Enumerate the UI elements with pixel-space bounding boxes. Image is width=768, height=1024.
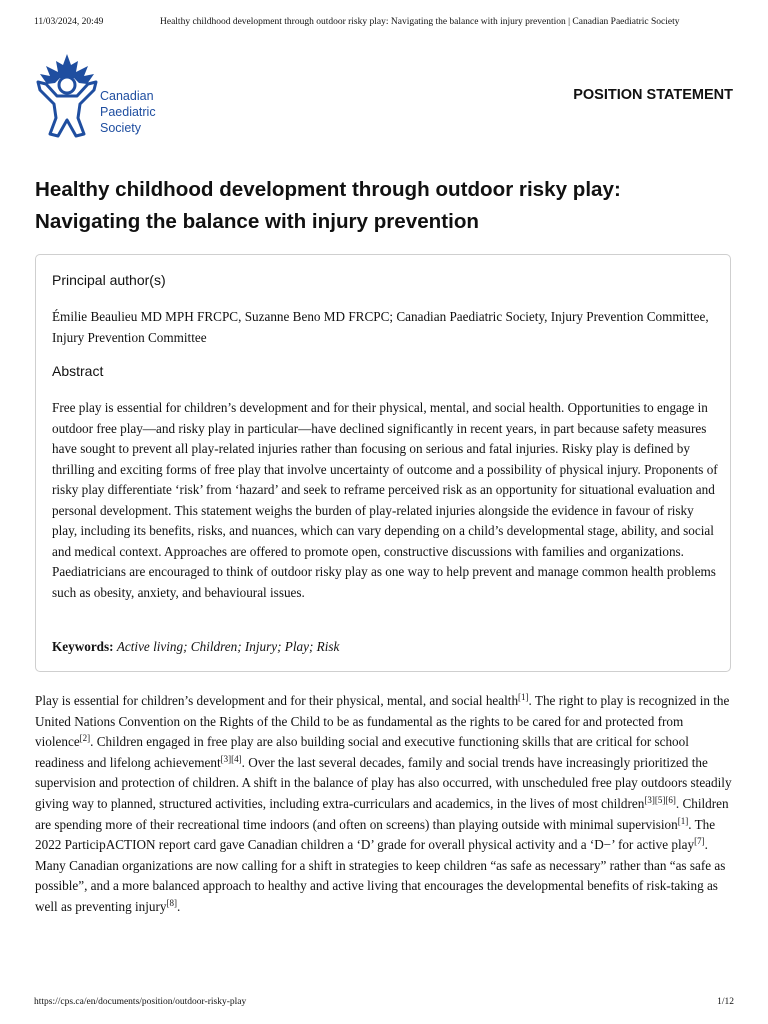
footer-url: https://cps.ca/en/documents/position/outdoor-risky-play — [34, 997, 247, 1007]
body-text-7: . Many Canadian organizations are now calling for a shift in strategies to keep children “as safe as necessary” rather than “as safe as possible”, and a more balanced approach to healthy and active living that encourages the developmental benefits of risk-taking as well as preventing injury — [35, 837, 726, 914]
page-number: 1/12 — [717, 997, 734, 1007]
body-text-3: . Children engaged in free play are also building social and executive functioning skills that are critical for school readiness and lifelong achievement — [35, 734, 689, 770]
statement-type-label: POSITION STATEMENT — [573, 87, 733, 103]
abstract-heading: Abstract — [52, 363, 104, 379]
reference-link-3-4[interactable]: [3][4] — [220, 753, 242, 764]
body-text-8: . — [176, 898, 181, 914]
authors-heading: Principal author(s) — [52, 272, 166, 288]
body-text-5: . Children are spending more of their recreational time indoors (and often on screens) than playing outside with minimal supervision — [35, 795, 729, 832]
reference-link-7[interactable]: [7] — [694, 836, 705, 847]
page-title — [35, 174, 735, 238]
summary-box — [35, 254, 731, 672]
maple-child-icon — [32, 52, 102, 140]
body-text-1: Play is essential for children’s development and for their physical, mental, and social health — [35, 693, 519, 708]
logo-wordmark — [100, 88, 156, 136]
print-page-title: Healthy childhood development through outdoor risky play: Navigating the balance with injury prevention | Canadian Paediatric Society — [160, 17, 680, 27]
cps-logo[interactable] — [32, 52, 182, 140]
reference-link-2[interactable]: [2] — [79, 733, 91, 744]
body-text-2: . The right to play is recognized in the United Nations Convention on the Rights of the Child to be as fundamental as the rights to be cared for and protected from violence — [35, 693, 730, 750]
print-date: 11/03/2024, 20:49 — [34, 17, 104, 27]
reference-link-3-5-6[interactable]: [3][5][6] — [644, 794, 676, 805]
body-text-4: . Over the last several decades, family and social trends have increasingly prioritized the supervision and protection of children. A shift in the balance of play has also occurred, with unscheduled free play outdoors steadily giving way to planned, structured activities, including extra-curriculars and academics, in the lives of most children — [35, 754, 732, 811]
reference-link-8[interactable]: [8] — [166, 897, 177, 908]
logo-line-2: Paediatric — [100, 105, 156, 119]
keywords-list: Active living; Children; Injury; Play; Risk — [116, 639, 340, 654]
keywords-line — [52, 639, 339, 655]
keywords-label: Keywords: — [52, 639, 114, 654]
abstract-text: Free play is essential for children’s development and for their physical, mental, and social health. Opportunities to engage in outdoor free play—and risky play in particular—have declined significantly in recent years, in part because safety measures have sought to prevent all play-related injuries rather than focusing on serious and fatal injuries. Risky play is defined by thrilling and exciting forms of free play that involve uncertainty of outcome and a possibility of physical injury. Proponents of risky play differentiate ‘risk’ from ‘hazard’ and seek to reframe perceived risk as an opportunity for situational evaluation and personal development. This statement weighs the burden of play-related injuries alongside the evidence in favour of risky play, including its benefits, risks, and nuances, which can vary depending on a child’s developmental stage, ability, and social and medical context. Approaches are offered to promote open, constructive discussions with families and organizations. Paediatricians are encouraged to think of outdoor risky play as one way to help prevent and manage common health problems such as obesity, anxiety, and behavioural issues. — [52, 400, 718, 600]
authors-text: Émilie Beaulieu MD MPH FRCPC, Suzanne Beno MD FRCPC; Canadian Paediatric Society, Injury Prevention Committee, Injury Prevention Committee — [52, 309, 709, 345]
reference-link-1[interactable]: [1] — [518, 692, 529, 702]
title-line-1: Healthy childhood development through outdoor risky play: — [35, 178, 621, 201]
title-line-2: Navigating the balance with injury prevention — [35, 210, 479, 233]
body-paragraph — [35, 691, 735, 918]
body-text-6: . The 2022 ParticipACTION report card gave Canadian children a ‘D’ grade for overall physical activity and a ‘D−’ for active play — [35, 816, 716, 853]
logo-line-1: Canadian — [100, 89, 154, 103]
logo-line-3: Society — [100, 121, 141, 135]
reference-link-1b[interactable]: [1] — [677, 815, 689, 826]
